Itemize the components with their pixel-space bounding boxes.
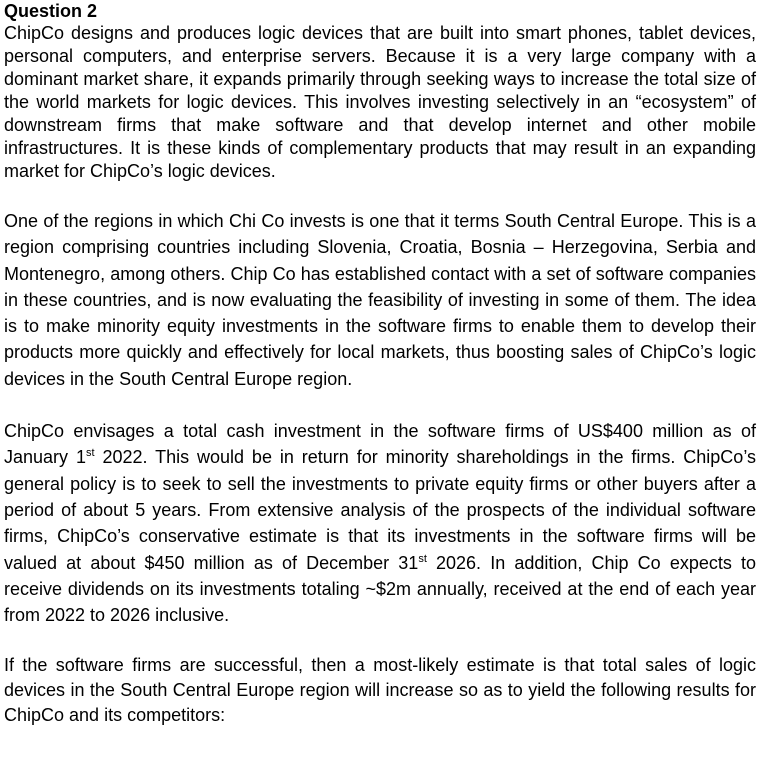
ordinal-suffix: st <box>85 447 95 460</box>
question-heading: Question 2 <box>4 1 98 21</box>
text-segment: 2026. In addition, Chip Co expects to receive dividends on its investments totaling ~$2m annually, received at the end of each year from 2022 to 2026 inclusive. <box>4 552 756 626</box>
text-segment: 2022. This would be in return for minority shareholdings in the firms. ChipCo’s general policy is to seek to sell the investments to private equity firms or other buyers after a period of about 5 years. From extensive analysis of the prospects of the individual software firms, ChipCo’s conservative estimate is that its investments in the software firms will be valued at about $450 million as of December 31 <box>4 447 756 573</box>
paragraph-company-overview: ChipCo designs and produces logic devices that are built into smart phones, tablet devices, personal computers, and enterprise servers. Because it is a very large company with a dominant market share, it expands primarily through seeking ways to increase the total size of the world markets for logic devices. This involves investing selectively in an “ecosystem” of downstream firms that make software and that develop internet and other mobile infrastructures. It is these kinds of complementary products that may result in an expanding market for ChipCo’s logic devices. <box>4 23 756 181</box>
document-body <box>4 0 756 728</box>
paragraph-sales-results: If the software firms are successful, then a most-likely estimate is that total sales of logic devices in the South Central Europe region will increase so as to yield the following results for ChipCo and its competitors: <box>4 655 756 726</box>
ordinal-suffix: st <box>418 552 427 565</box>
paragraph-region-investment: One of the regions in which Chi Co invests is one that it terms South Central Europe. This is a region comprising countries including Slovenia, Croatia, Bosnia – Herzegovina, Serbia and Montenegro, among others. Chip Co has established contact with a set of software companies in these countries, and is now evaluating the feasibility of investing in some of them. The idea is to make minority equity investments in the software firms to enable them to develop their products more quickly and effectively for local markets, thus boosting sales of ChipCo’s logic devices in the South Central Europe region. <box>4 211 756 389</box>
text-segment: ChipCo envisages a total cash investment in the software firms of US$400 million as of January 1 <box>4 421 756 468</box>
paragraph-investment-terms <box>4 418 756 628</box>
